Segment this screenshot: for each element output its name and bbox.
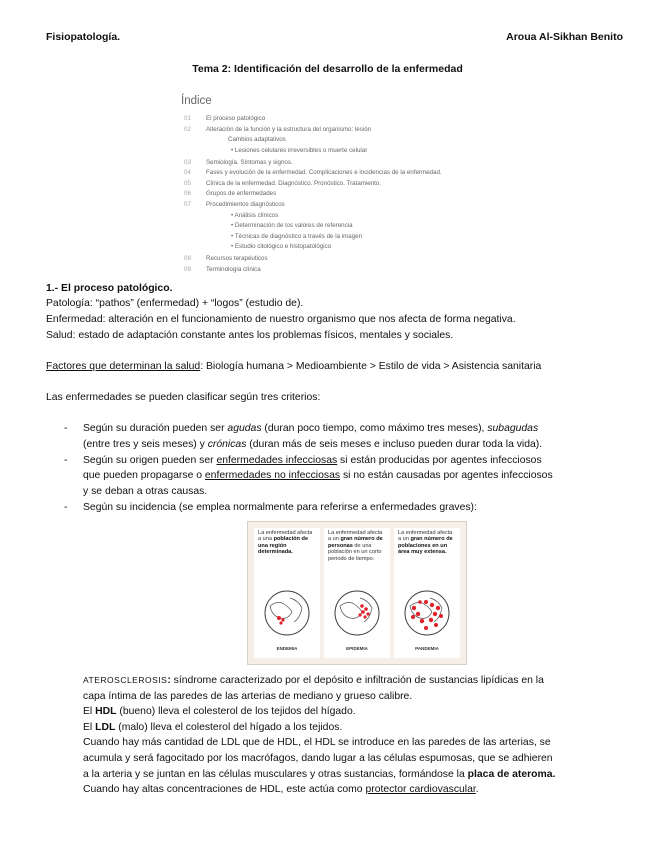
- header-author: Aroua Al-Sikhan Benito: [506, 31, 623, 43]
- text-span: a la arteria y se juntan en las células musculares y otras sustancias, formándose la: [83, 769, 468, 780]
- text-span: (duran poco tiempo, como máximo tres meses),: [261, 423, 488, 434]
- case-dot: [279, 621, 282, 624]
- term-placa-ateroma: placa de ateroma.: [467, 769, 556, 780]
- case-dot: [358, 613, 361, 616]
- text-span: Según su origen pueden ser: [83, 455, 217, 466]
- list-item-incidencia: [64, 500, 477, 516]
- term-hdl: HDL: [95, 706, 117, 717]
- enfermedad-definition: Enfermedad: alteración en el funcionamiento de nuestro organismo que nos afecta de forma negativa.: [46, 314, 516, 325]
- factores-line: [46, 359, 541, 375]
- text-span: gran número de personas: [328, 536, 383, 549]
- toc-item-number: 04: [184, 169, 191, 177]
- case-dot: [439, 614, 443, 618]
- text-span: La enfermedad afecta a un: [398, 530, 453, 543]
- term-aterosclerosis: ATEROSCLEROSIS: [83, 675, 168, 685]
- panel-text: [258, 530, 316, 556]
- hdl-line: [83, 704, 356, 720]
- document-title: Tema 2: Identificación del desarrollo de la enfermedad: [192, 63, 463, 75]
- case-dot: [412, 606, 416, 610]
- panel-label-endemia: ENDEMIA: [276, 646, 298, 651]
- text-span: La enfermedad afecta a una: [258, 530, 313, 543]
- case-dot: [366, 612, 369, 615]
- panel-label-epidemia: EPIDEMIA: [346, 646, 368, 651]
- globe-icon: [402, 588, 452, 638]
- patologia-definition: Patología: “pathos” (enfermedad) + “logos” (estudio de).: [46, 298, 304, 309]
- toc-item-number: 09: [184, 265, 191, 273]
- case-dot: [281, 618, 284, 621]
- toc-item-number: 01: [184, 115, 191, 122]
- case-dot: [277, 616, 281, 620]
- text-span: Según su duración pueden ser: [83, 423, 228, 434]
- panel-label-pandemia: PANDEMIA: [415, 646, 439, 651]
- toc-item-number: 06: [184, 190, 191, 198]
- case-dot: [434, 623, 438, 627]
- toc-item-label: • Lesiones celulares irreversibles o muerte celular: [231, 146, 368, 154]
- case-dot: [416, 612, 420, 616]
- text-span: Según su incidencia (se emplea normalmente para referirse a enfermedades graves):: [83, 502, 477, 513]
- text-span: población de una región determinada.: [258, 536, 309, 556]
- term-no-infecciosas: enfermedades no infecciosas: [204, 470, 341, 481]
- globe-icon: [262, 588, 312, 638]
- text-span: si están producidas por agentes infecciosos: [337, 455, 542, 466]
- aterosclerosis-line1: [83, 673, 544, 689]
- term-protector: protector cardiovascular: [365, 784, 476, 795]
- text-span: que pueden propagarse o: [83, 470, 205, 481]
- toc-item-label: Procedimientos diagnósticos: [206, 200, 285, 208]
- case-dot: [420, 619, 424, 623]
- factores-label: Factores que determinan la salud: [46, 361, 201, 372]
- toc-item-number: 05: [184, 179, 191, 187]
- toc-item-number: 03: [184, 158, 191, 166]
- toc-item-number: 07: [184, 200, 191, 208]
- panel-text: [398, 530, 456, 556]
- toc-item-label: • Estudio citológico e histopatológico: [231, 243, 332, 251]
- panel-text: [328, 530, 386, 562]
- case-dot: [411, 615, 415, 619]
- list-dash: -: [64, 502, 68, 513]
- text-span: El: [83, 706, 96, 717]
- panel-endemia: [254, 528, 320, 658]
- toc-item-label: • Determinación de los valores de referencia: [231, 222, 353, 230]
- list-item-duracion-cont: [83, 437, 542, 453]
- aterosclerosis-line2: capa íntima de las paredes de las arterias de mediano y grueso calibre.: [83, 691, 413, 702]
- toc-item-label: Alteración de la función y la estructura del organismo: lesión: [206, 125, 372, 133]
- case-dot: [430, 603, 434, 607]
- text-span: .: [475, 784, 479, 795]
- text-span: Cuando hay altas concentraciones de HDL, este actúa como: [83, 784, 366, 795]
- term-cronicas: crónicas: [207, 439, 247, 450]
- text-span: (bueno) lleva el colesterol de los tejidos del hígado.: [116, 706, 356, 717]
- toc-item-label: Fases y evolución de la enfermedad. Complicaciones e incidencias de la enfermedad.: [206, 169, 442, 177]
- term-subagudas: subagudas: [487, 423, 539, 434]
- section-heading: 1.- El proceso patológico.: [46, 283, 173, 294]
- toc-item-label: • Técnicas de diagnóstico a través de la imagen: [231, 232, 363, 240]
- text-span: de una población en un corto periodo de tiempo.: [328, 542, 382, 562]
- text-span: síndrome caracterizado por el depósito e infiltración de sustancias lipídicas en la: [170, 675, 544, 686]
- toc-item-number: 02: [184, 125, 191, 133]
- table-of-contents: [184, 114, 524, 274]
- case-dot: [364, 607, 368, 611]
- aterosclerosis-line5: Cuando hay más cantidad de LDL que de HDL, el HDL se introduce en las paredes de las arterias, se: [83, 737, 551, 748]
- toc-item-number: 08: [184, 255, 191, 262]
- case-dot: [433, 612, 437, 616]
- case-dot: [436, 606, 440, 610]
- list-item-duracion: [64, 421, 539, 437]
- list-dash: -: [64, 423, 68, 434]
- toc-item-label: Recursos terapéuticos: [206, 255, 268, 262]
- text-span: gran número de poblaciones en un área muy extensa.: [398, 536, 453, 556]
- toc-item-label: Clínica de la enfermedad. Diagnóstico. Pronóstico. Tratamiento.: [206, 179, 382, 187]
- text-span: La enfermedad afecta a un: [328, 530, 383, 543]
- list-item-origen: [64, 453, 542, 469]
- case-dot: [418, 600, 422, 604]
- toc-item-label: Terminología clínica: [206, 265, 261, 273]
- toc-item-label: El proceso patológico: [206, 115, 266, 122]
- term-ldl: LDL: [95, 722, 116, 733]
- salud-definition: Salud: estado de adaptación constante antes los problemas físicos, mentales y sociales.: [46, 330, 454, 341]
- panel-epidemia: [324, 528, 390, 658]
- list-item-origen-cont: [83, 468, 553, 484]
- toc-item-label: Grupos de enfermedades: [206, 190, 277, 198]
- text-span: :: [167, 675, 171, 686]
- term-agudas: agudas: [227, 423, 262, 434]
- clasificacion-intro: Las enfermedades se pueden clasificar según tres criterios:: [46, 392, 321, 403]
- factores-text: : Biología humana > Medioambiente > Estilo de vida > Asistencia sanitaria: [200, 361, 542, 372]
- toc-title: Índice: [181, 95, 212, 107]
- toc-item-label: • Análisis clínicos: [231, 211, 279, 219]
- panel-pandemia: [394, 528, 460, 658]
- list-item-origen-cont2: y se deban a otras causas.: [83, 486, 208, 497]
- term-infecciosas: enfermedades infecciosas: [216, 455, 338, 466]
- case-dot: [361, 610, 365, 614]
- incidence-figure: [247, 521, 467, 665]
- toc-item-label: Cambios adaptativos: [228, 136, 286, 144]
- aterosclerosis-line8: [83, 782, 479, 798]
- text-span: El: [83, 722, 96, 733]
- list-dash: -: [64, 455, 68, 466]
- toc-item-label: Semiología. Síntomas y signos.: [206, 158, 293, 166]
- case-dot: [429, 618, 433, 622]
- text-span: (entre tres y seis meses) y: [83, 439, 208, 450]
- text-span: (duran más de seis meses e incluso pueden durar toda la vida).: [246, 439, 543, 450]
- case-dot: [424, 600, 428, 604]
- case-dot: [424, 626, 428, 630]
- case-dot: [363, 615, 366, 618]
- text-span: si no están causadas por agentes infecciosos: [340, 470, 553, 481]
- ldl-line: [83, 720, 342, 736]
- aterosclerosis-line7: [83, 767, 555, 783]
- text-span: (malo) lleva el colesterol del hígado a los tejidos.: [115, 722, 343, 733]
- aterosclerosis-line6: acumula y será fagocitado por los macrófagos, dando lugar a las células espumosas, que se adhieren: [83, 753, 553, 764]
- globe-icon: [332, 588, 382, 638]
- case-dot: [360, 604, 364, 608]
- header-subject: Fisiopatología.: [46, 31, 121, 43]
